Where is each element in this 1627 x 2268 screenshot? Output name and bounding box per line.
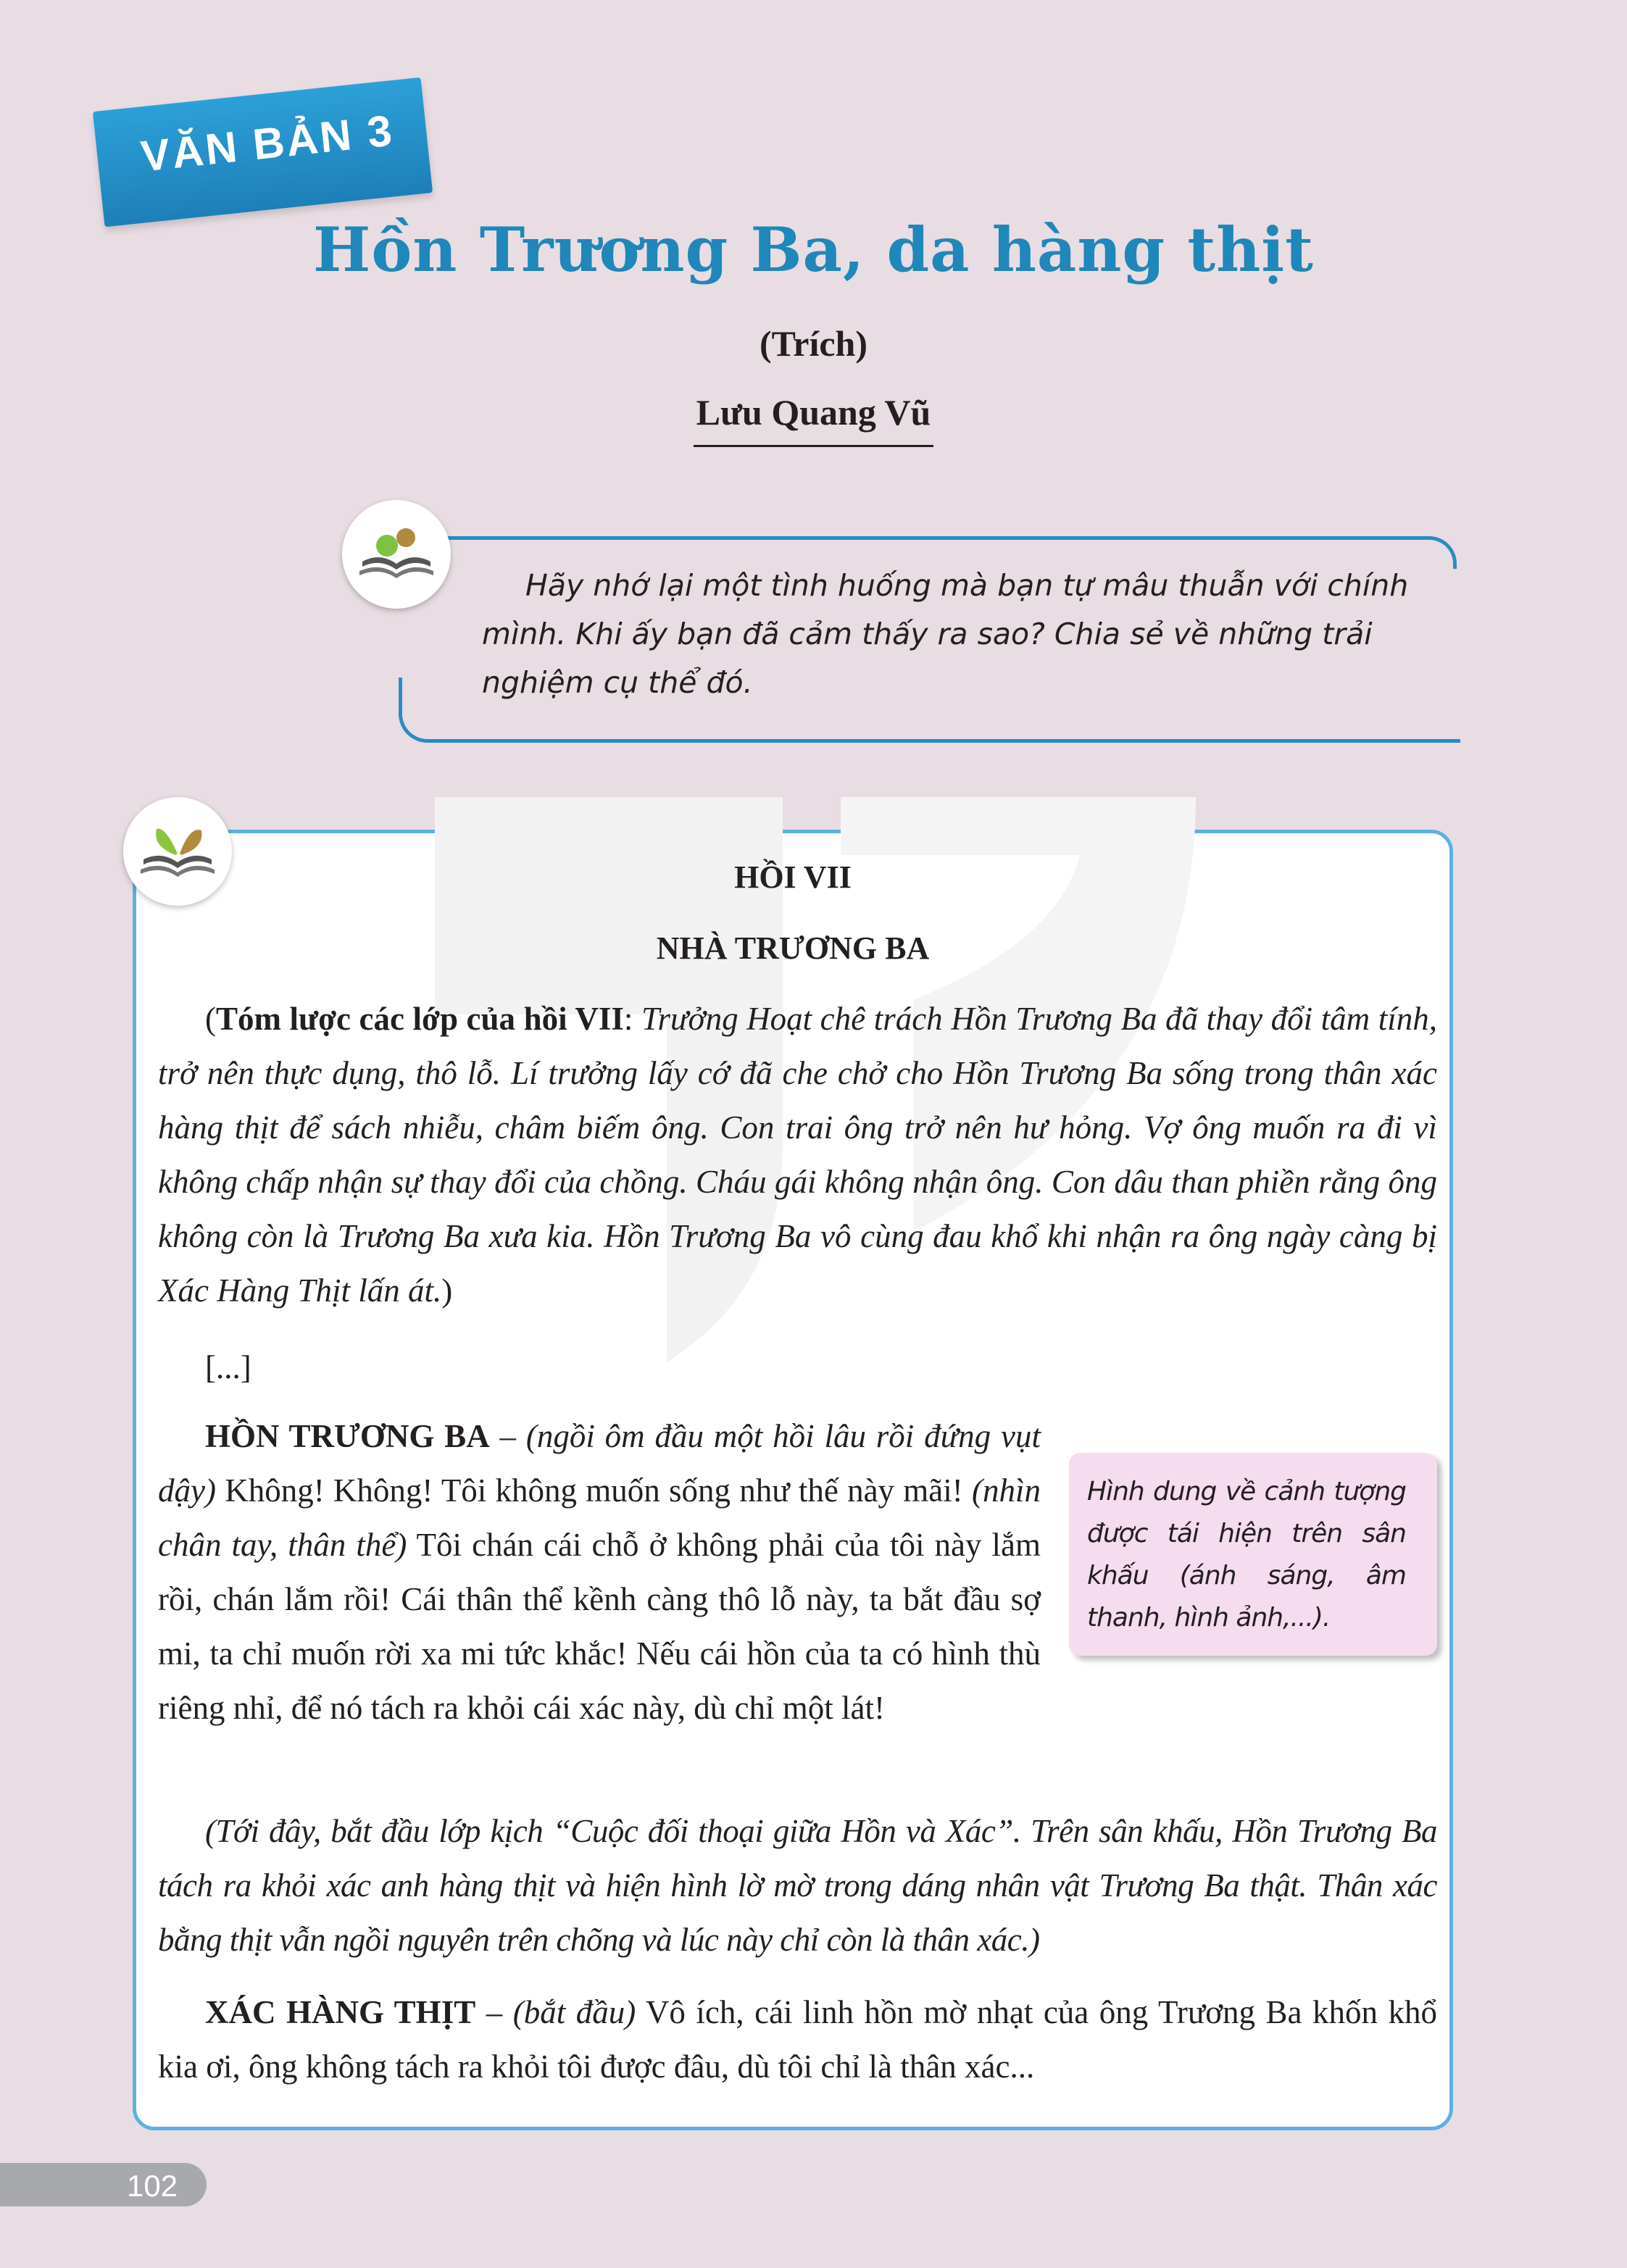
summary-text: Trưởng Hoạt chê trách Hồn Trương Ba đã thay đổi tâm tính, trở nên thực dụng, thô lỗ. Lí trưởng lấy cớ đã che chở cho Hồn Trương Ba sống trong thân xác hàng thịt để sách nhiễu, châm biếm ông. Con trai ông trở nên hư hỏng. Vợ ông muốn ra đi vì không chấp nhận sự thay đổi của chồng. Cháu gái không nhận ông. Con dâu than phiền rằng ông không còn là Trương Ba xưa kia. Hồn Trương Ba vô cùng đau khổ khi nhận ra ông ngày càng bị Xác Hàng Thịt lấn át.: [158, 1001, 1437, 1309]
prompt-text: Hãy nhớ lại một tình huống mà bạn tự mâu thuẫn với chính mình. Khi ấy bạn đã cảm thấy ra sao? Chia sẻ về những trải nghiệm cụ thể đó.: [482, 568, 1409, 700]
stage-direction: (bắt đầu): [512, 1994, 636, 2030]
page-number-tab: [0, 2163, 207, 2206]
speech-dash: –: [475, 1994, 513, 2030]
dialogue-line: Không! Không! Tôi không muốn sống như thế này mãi!: [215, 1472, 972, 1509]
author-name: Lưu Quang Vũ: [694, 391, 934, 447]
author-block: [0, 391, 1627, 447]
stage-direction: (nhìn chân tay, thân thể): [158, 1472, 1041, 1563]
speaker-hon-truong-ba: HỒN TRƯƠNG BA: [205, 1418, 490, 1454]
page-title: Hồn Trương Ba, da hàng thịt: [313, 214, 1314, 285]
page-number: 102: [127, 2169, 178, 2203]
summary-close-paren: ): [441, 1272, 453, 1309]
summary-open-paren: (: [205, 1001, 216, 1037]
dialogue-line: Tôi chán cái chỗ ở không phải của tôi này lắm rồi, chán lắm rồi! Cái thân thể kềnh càng thô lỗ này, ta bắt đầu sợ mi, ta chỉ muốn rời xa mi tức khắc! Nếu cái hồn của ta có hình thù riêng nhỉ, để nó tách ra khỏi cái xác này, dù chỉ một lát!: [158, 1527, 1041, 1726]
text-number-badge: [93, 78, 433, 228]
side-note-text: Hình dung về cảnh tượng được tái hiện trên sân khấu (ánh sáng, âm thanh, hình ảnh,...).: [1087, 1477, 1406, 1633]
summary-label: Tóm lược các lớp của hồi VII: [216, 1001, 624, 1037]
act-heading: HỒI VII: [734, 859, 852, 895]
badge-label: VĂN BẢN 3: [138, 106, 396, 181]
side-note: [1069, 1453, 1437, 1656]
excerpt-label: (Trích): [759, 323, 868, 364]
speech-dash: –: [489, 1418, 526, 1454]
speech-hon-truong-ba: [158, 1409, 1041, 1735]
speaker-xac-hang-thit: XÁC HÀNG THỊT: [205, 1994, 476, 2030]
summary-paragraph: [158, 992, 1437, 1318]
stage-direction: (ngồi ôm đầu một hồi lâu rồi đứng vụt dậy): [158, 1418, 1041, 1509]
scene-heading: NHÀ TRƯƠNG BA: [656, 930, 930, 966]
omission-mark: [...]: [205, 1349, 251, 1385]
dialogue-line: Vô ích, cái linh hồn mờ nhạt của ông Trương Ba khốn khổ kia ơi, ông không tách ra khỏi tôi được đâu, dù tôi chỉ là thân xác...: [158, 1994, 1437, 2085]
open-book-icon: [342, 500, 451, 609]
summary-colon: :: [623, 1001, 641, 1037]
speech-xac-hang-thit: [158, 1985, 1437, 2094]
stage-note-paragraph: (Tới đây, bắt đầu lớp kịch “Cuộc đối thoại giữa Hồn và Xác”. Trên sân khấu, Hồn Trương Ba tách ra khỏi xác anh hàng thịt và hiện hình lờ mờ trong dáng nhân vật Trương Ba thật. Thân xác bằng thịt vẫn ngồi nguyên trên chõng và lúc này chỉ còn là thân xác.): [158, 1813, 1437, 1958]
